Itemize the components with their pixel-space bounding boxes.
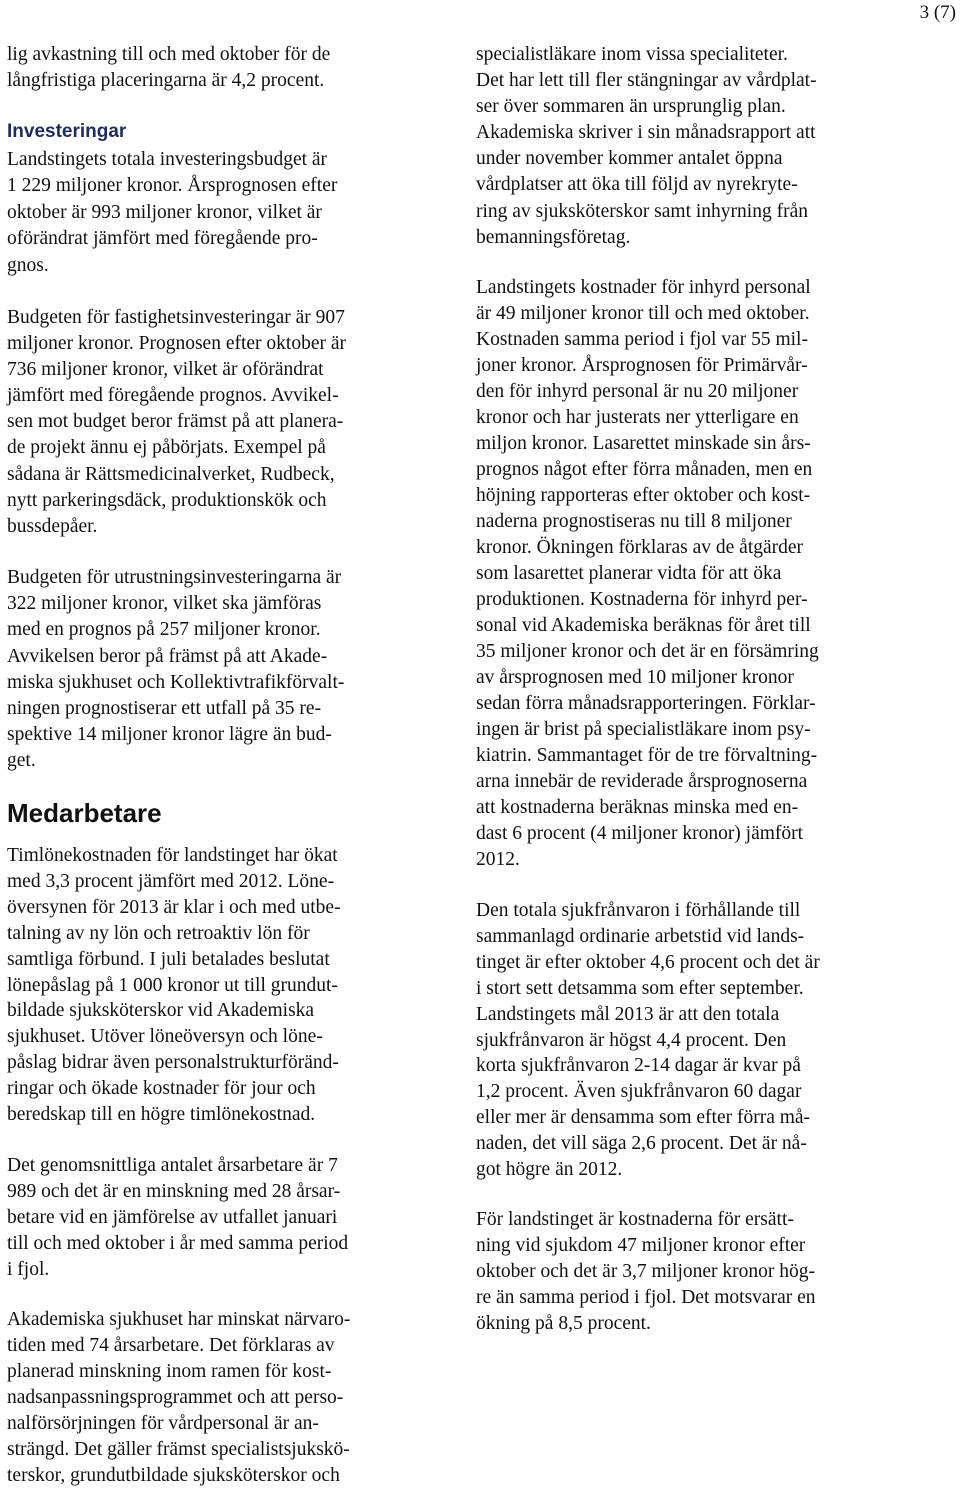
text-line: oktober är 993 miljoner kronor, vilket är (7, 201, 322, 223)
text-line: kronor och har justerats ner ytterligare en (476, 407, 799, 428)
text-line: planerad minskning inom ramen för kost- (7, 1361, 332, 1382)
text-line: tinget är efter oktober 4,6 procent och det är (476, 951, 820, 973)
text-line: naderna prognostiseras nu till 8 miljoner (476, 511, 792, 532)
text-line: get. (7, 750, 36, 772)
text-line: sjukfrånvaron är högst 4,4 procent. Den (476, 1029, 787, 1051)
text-line: av årsprognosen med 10 miljoner kronor (476, 667, 794, 688)
text-line: miljon kronor. Lasarettet minskade sin års- (476, 433, 811, 454)
text-line: sjukhuset. Utöver löneöversyn och löne- (7, 1026, 323, 1048)
text-line: strängd. Det gäller främst specialistsjukskö- (7, 1439, 350, 1460)
text-line: gnos. (7, 254, 49, 276)
text-line: naden, det vill säga 2,6 procent. Det är nå- (476, 1133, 807, 1155)
paragraph-akademiska-presence (7, 1307, 350, 1489)
text-line: ingen är brist på specialistläkare inom psy- (476, 719, 811, 740)
text-line: re än samma period i fjol. Det motsvarar en (476, 1287, 816, 1308)
text-line: ser över sommaren än ursprunglig plan. (476, 96, 786, 118)
text-line: 736 miljoner kronor, vilket är oförändrat (7, 359, 324, 381)
paragraph-property-investments (7, 305, 346, 540)
text-line: översynen för 2013 är klar i och med utbe- (7, 896, 341, 918)
text-line: För landstinget är kostnaderna för ersätt- (476, 1209, 794, 1230)
paragraph-equipment-investments (7, 565, 344, 775)
text-line: i fjol. (7, 1259, 50, 1280)
text-line: sen mot budget beror främst på att planera- (7, 411, 344, 433)
section-heading-investeringar: Investeringar (7, 121, 127, 142)
text-line: miljoner kronor. Prognosen efter oktober är (7, 333, 346, 355)
text-line: kronor. Ökningen förklaras av de åtgärder (476, 537, 804, 558)
text-line: vårdplatser att öka till följd av nyrekryte- (476, 174, 798, 196)
text-line: Akademiska sjukhuset har minskat närvaro- (7, 1309, 351, 1330)
text-line: sammanlagd ordinarie arbetstid vid lands- (476, 925, 805, 947)
text-line: prognos något efter förra månaden, men en (476, 459, 813, 480)
text-line: 1,2 procent. Även sjukfrånvaron 60 dagar (476, 1081, 802, 1103)
text-line: bemanningsföretag. (476, 226, 631, 248)
paragraph-investment-budget (7, 147, 337, 279)
text-line: till och med oktober i år med samma period (7, 1233, 349, 1254)
text-line: ökning på 8,5 procent. (476, 1313, 651, 1334)
text-line: i stort sett detsamma som efter september. (476, 977, 804, 999)
text-line: under november kommer antalet öppna (476, 148, 783, 170)
text-line: Timlönekostnaden för landstinget har ökat (7, 845, 338, 866)
text-line: höjning rapporteras efter oktober och kost- (476, 485, 811, 506)
text-line: som lasarettet planerar vidta för att öka (476, 563, 782, 584)
text-line: nalförsörjningen för vårdpersonal är an- (7, 1413, 319, 1434)
text-line: kiatrin. Sammantaget för de tre förvaltning- (476, 745, 818, 766)
text-line: lönepåslag på 1 000 kronor ut till grundut- (7, 974, 338, 996)
text-line: joner kronor. Årsprognosen för Primärvår- (476, 355, 808, 376)
text-line: produktionen. Kostnaderna för inhyrd per- (476, 589, 808, 610)
text-line: specialistläkare inom vissa specialiteter. (476, 44, 788, 65)
paragraph-annual-workers (7, 1153, 348, 1283)
text-line: samtliga förbund. I juli betalades beslutat (7, 948, 330, 970)
text-line: med 3,3 procent jämfört med 2012. Löne- (7, 870, 335, 892)
text-line: oförändrat jämfört med föregående pro- (7, 228, 318, 250)
text-line: Landstingets kostnader för inhyrd personal (476, 277, 811, 298)
text-line: tiden med 74 årsarbetare. Det förklaras av (7, 1335, 335, 1356)
text-line: Landstingets mål 2013 är att den totala (476, 1003, 780, 1025)
text-line: dast 6 procent (4 miljoner kronor) jämfört (476, 823, 804, 844)
text-line: den för inhyrd personal är nu 20 miljoner (476, 381, 799, 402)
text-line: långfristiga placeringarna är 4,2 procent. (7, 70, 325, 92)
text-line: ning vid sjukdom 47 miljoner kronor efter (476, 1235, 806, 1256)
text-line: betare vid en jämförelse av utfallet januari (7, 1207, 338, 1228)
text-line: sedan förra månadsrapporteringen. Förklar- (476, 693, 816, 714)
paragraph-care-places (476, 42, 817, 251)
text-line: bussdepåer. (7, 515, 98, 537)
section-heading-medarbetare: Medarbetare (7, 798, 162, 828)
text-line: sådana är Rättsmedicinalverket, Rudbeck, (7, 463, 335, 485)
text-line: ningen prognostiserar ett utfall på 35 re- (7, 698, 322, 720)
text-line: beredskap till en högre timlönekostnad. (7, 1104, 316, 1126)
text-line: sonal vid Akademiska beräknas för året till (476, 615, 811, 636)
text-line: bildade sjuksköterskor vid Akademiska (7, 1000, 315, 1022)
text-line: påslag bidrar även personalstrukturföränd- (7, 1052, 339, 1074)
paragraph-returns (7, 42, 330, 94)
text-line: de projekt ännu ej påbörjats. Exempel på (7, 437, 326, 459)
text-line: got högre än 2012. (476, 1159, 623, 1181)
page-number: 3 (7) (919, 2, 956, 23)
text-line: jämfört med föregående prognos. Avvikel- (7, 385, 339, 407)
text-line: 2012. (476, 849, 520, 870)
text-line: med en prognos på 257 miljoner kronor. (7, 619, 321, 641)
text-line: Budgeten för fastighetsinvesteringar är 907 (7, 307, 345, 328)
paragraph-wage-costs (7, 843, 341, 1128)
text-line: att kostnaderna beräknas minska med en- (476, 797, 799, 818)
text-line: Kostnaden samma period i fjol var 55 mil- (476, 329, 808, 350)
text-line: miska sjukhuset och Kollektivtrafikförvalt- (7, 671, 345, 693)
text-line: eller mer är densamma som efter förra må- (476, 1107, 811, 1129)
text-line: Landstingets totala investeringsbudget är (7, 149, 328, 170)
text-line: ring av sjuksköterskor samt inhyrning från (476, 200, 808, 222)
text-line: nytt parkeringsdäck, produktionskök och (7, 489, 327, 511)
text-line: spektive 14 miljoner kronor lägre än bud- (7, 724, 332, 746)
text-line: Akademiska skriver i sin månadsrapport att (476, 122, 816, 144)
text-line: är 49 miljoner kronor till och med oktober. (476, 303, 810, 324)
text-line: 35 miljoner kronor och det är en försämring (476, 641, 819, 662)
text-line: 989 och det är en minskning med 28 årsar- (7, 1181, 341, 1202)
text-line: Det har lett till fler stängningar av vårdplat- (476, 70, 817, 92)
text-line: Den totala sjukfrånvaron i förhållande till (476, 900, 801, 921)
text-line: 1 229 miljoner kronor. Årsprognosen efter (7, 175, 338, 197)
text-line: arna innebär de reviderade årsprognoserna (476, 771, 808, 792)
text-line: Avvikelsen beror på främst på att Akade- (7, 645, 328, 667)
text-line: ringar och ökade kostnader för jour och (7, 1078, 316, 1100)
text-line: Det genomsnittliga antalet årsarbetare är 7 (7, 1155, 338, 1176)
text-line: 322 miljoner kronor, vilket ska jämföras (7, 593, 322, 615)
text-line: Budgeten för utrustningsinvesteringarna är (7, 567, 342, 588)
paragraph-sick-leave (476, 898, 820, 1183)
text-line: talning av ny lön och retroaktiv lön för (7, 922, 310, 944)
text-line: terskor, grundutbildade sjuksköterskor och (7, 1465, 340, 1486)
text-line: nadsanpassningsprogrammet och att perso- (7, 1387, 344, 1408)
text-line: korta sjukfrånvaron 2-14 dagar är kvar på (476, 1055, 801, 1077)
paragraph-sick-pay-costs (476, 1207, 816, 1337)
text-line: lig avkastning till och med oktober för de (7, 44, 331, 65)
paragraph-hired-staff-costs (476, 275, 819, 873)
text-line: oktober och det är 3,7 miljoner kronor hög- (476, 1261, 815, 1282)
